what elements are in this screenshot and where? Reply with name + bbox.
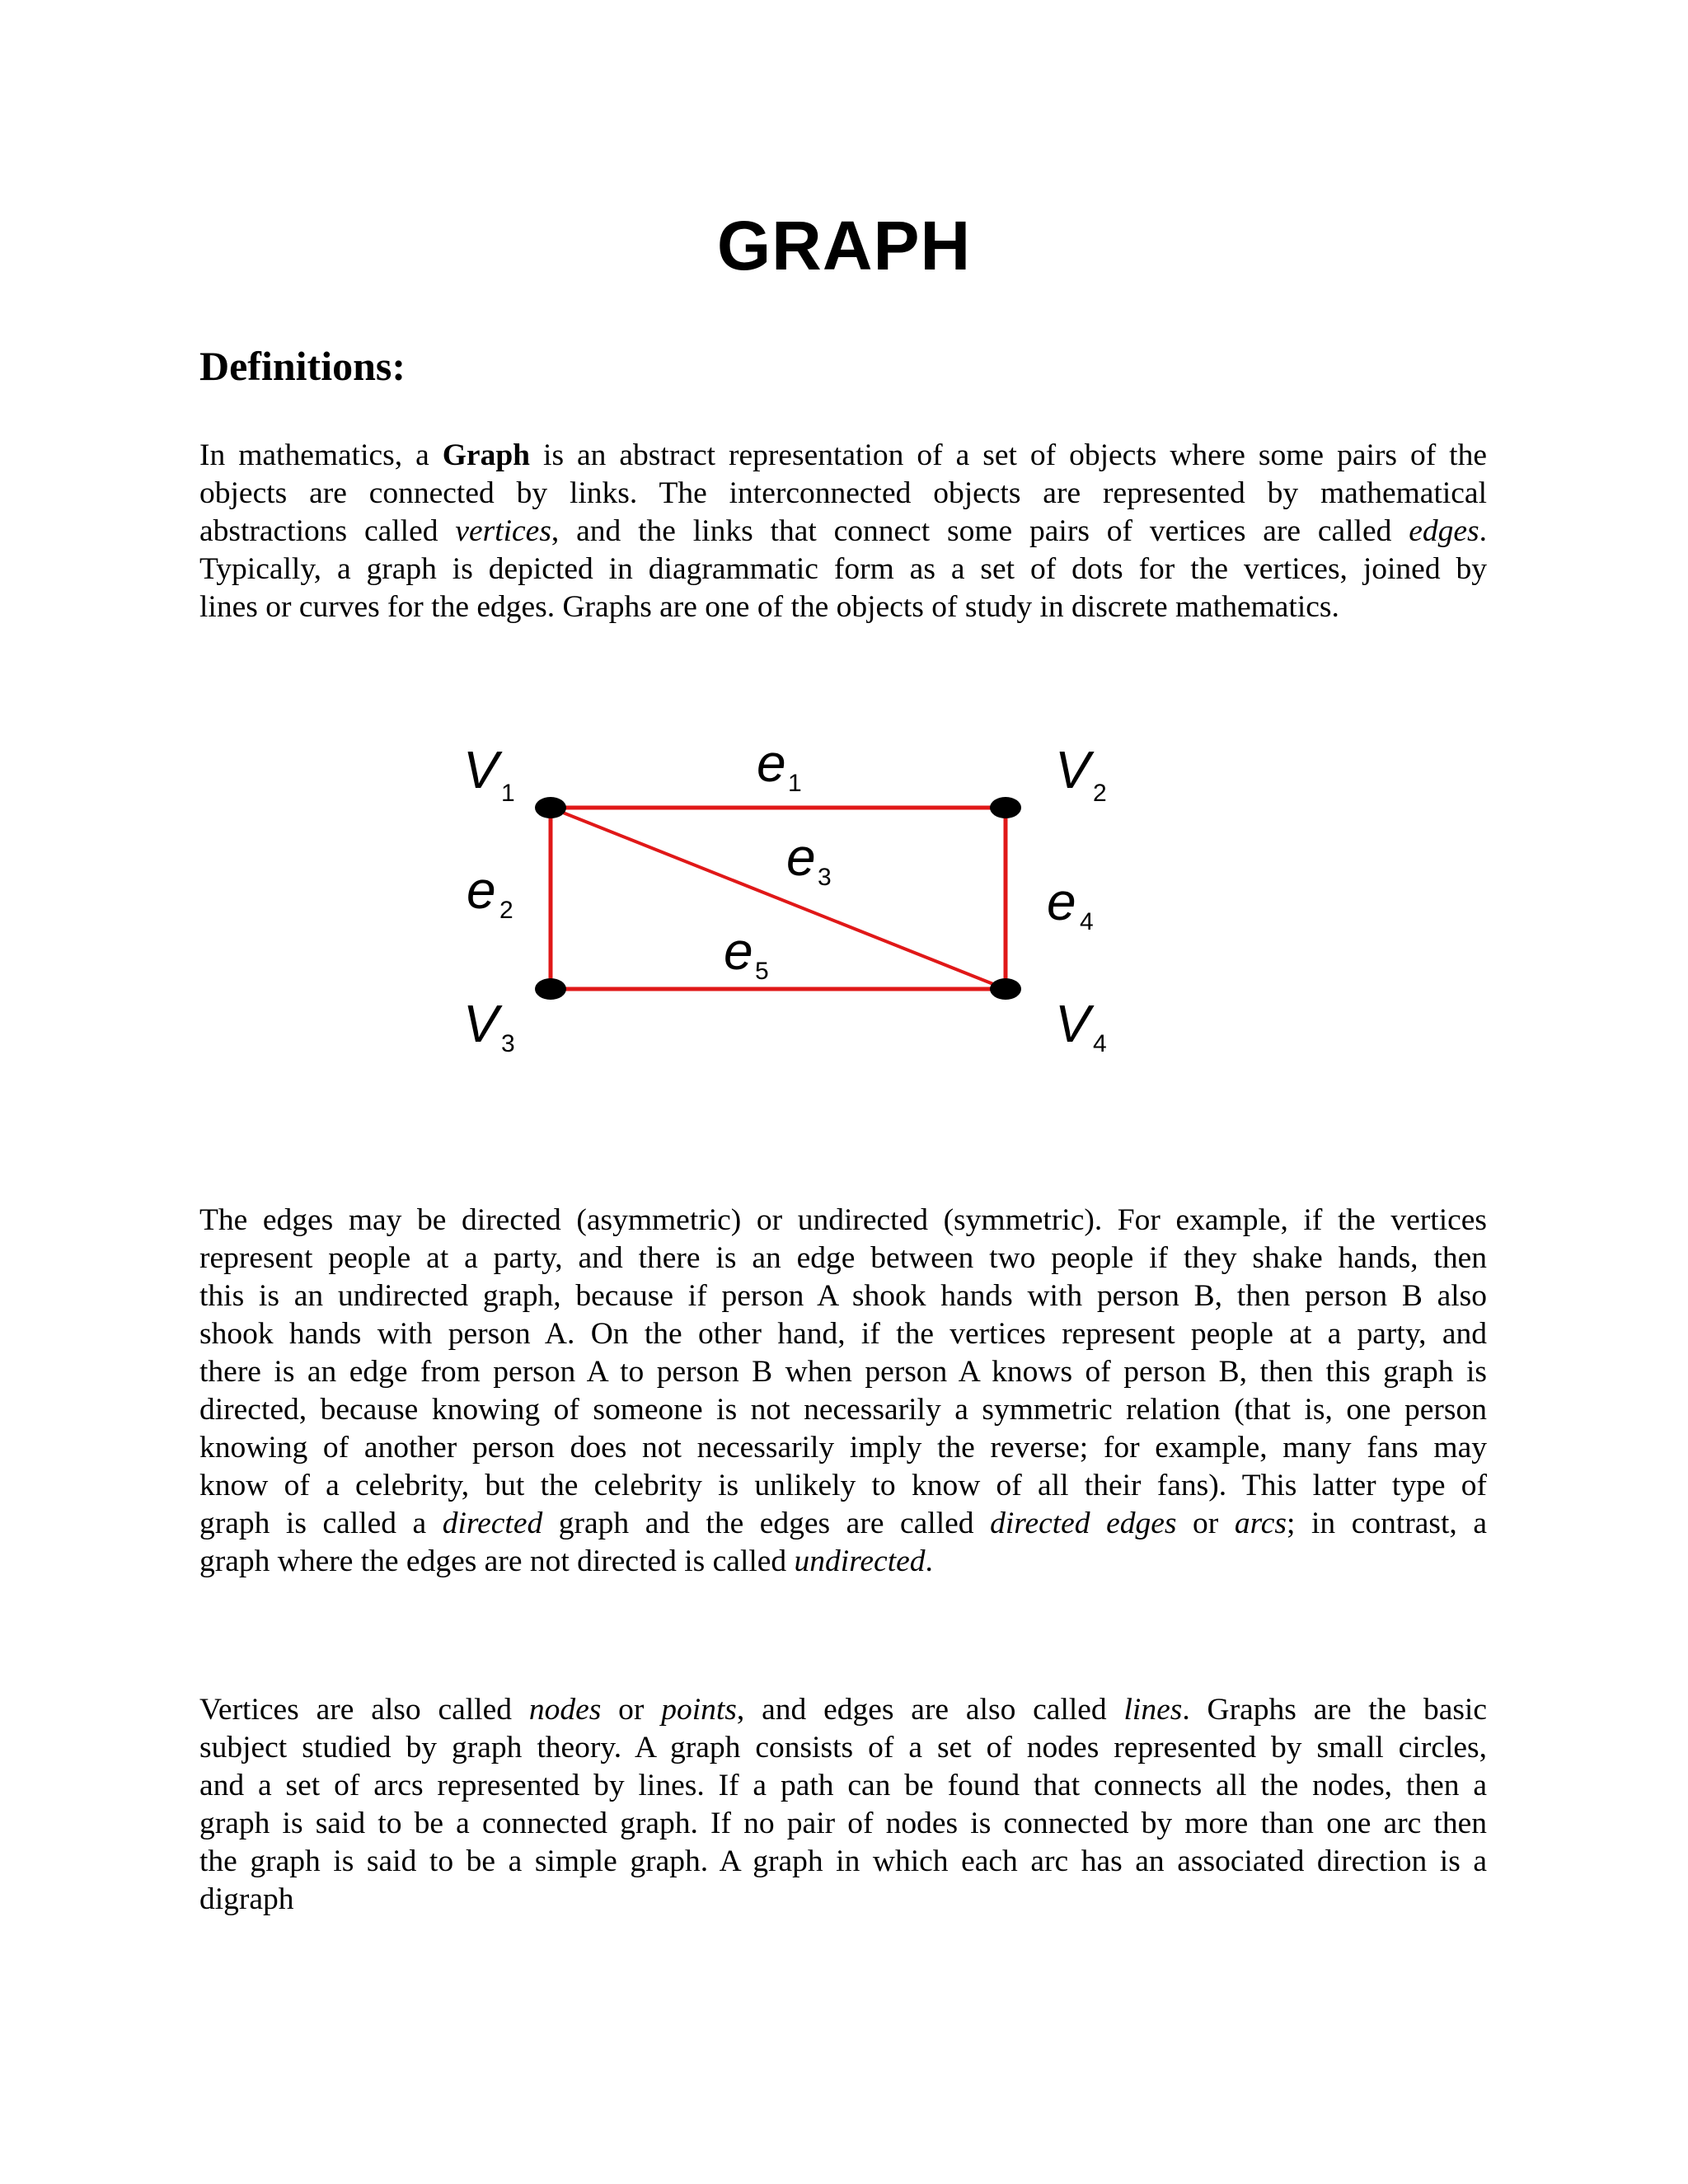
text-run: , and edges are also called <box>736 1693 1124 1727</box>
text-run: . Graphs are the basic <box>1182 1693 1487 1727</box>
text-line: there is an edge from person A to person B when person A knows of person B, then this graph is <box>199 1355 1487 1389</box>
text-line: lines or curves for the edges. Graphs are one of the objects of study in discrete mathematics. <box>199 590 1339 624</box>
text-run: In mathematics, a <box>199 438 443 472</box>
edge-e3 <box>551 808 1006 989</box>
paragraph-nodes-and-arcs <box>199 1691 1487 1919</box>
vertex-v3-dot <box>535 978 566 1000</box>
text-line: graph is said to be a connected graph. If no pair of nodes is connected by more than one arc then <box>199 1807 1487 1840</box>
edge-e5-label: e <box>724 921 753 981</box>
edge-e1-subscript: 1 <box>788 770 802 797</box>
text-line: shook hands with person A. On the other hand, if the vertices represent people at a party, and <box>199 1317 1487 1351</box>
italic-term-edges: edges <box>1409 514 1479 548</box>
vertex-v4-subscript: 4 <box>1093 1030 1107 1057</box>
graph-diagram <box>445 725 1129 1071</box>
text-line: represent people at a party, and there is an edge between two people if they shake hands, then <box>199 1241 1487 1275</box>
bold-term-graph: Graph <box>442 438 531 472</box>
edge-e3-subscript: 3 <box>818 864 832 891</box>
text-run: Vertices are also called <box>199 1693 529 1727</box>
vertex-v1-subscript: 1 <box>501 780 515 807</box>
text-line: this is an undirected graph, because if person A shook hands with person B, then person B also <box>199 1279 1487 1313</box>
edge-e4-subscript: 4 <box>1080 908 1094 935</box>
text-run: is an abstract representation of a set of objects where some pairs of the <box>530 438 1487 472</box>
vertex-v2-label: V <box>1055 740 1090 799</box>
text-run: , and the links that connect some pairs of vertices are called <box>551 514 1409 548</box>
text-line: and a set of arcs represented by lines. If a path can be found that connects all the nodes, then a <box>199 1769 1487 1802</box>
paragraph-directed-undirected <box>199 1202 1487 1581</box>
graph-diagram-svg <box>445 725 1129 1071</box>
text-line <box>199 1691 1487 1729</box>
vertex-v2-subscript: 2 <box>1093 780 1107 807</box>
italic-term-nodes: nodes <box>528 1693 602 1727</box>
text-line: knowing of another person does not necessarily imply the reverse; for example, many fans may <box>199 1431 1487 1465</box>
text-run: graph is called a <box>199 1507 443 1540</box>
text-line: Typically, a graph is depicted in diagrammatic form as a set of dots for the vertices, joined by <box>199 552 1487 586</box>
text-run: ; in contrast, a <box>1287 1507 1487 1540</box>
italic-term-undirected: undirected <box>794 1544 926 1578</box>
vertex-v1-label: V <box>463 740 499 799</box>
text-line: know of a celebrity, but the celebrity is unlikely to know of all their fans). This latter type of <box>199 1469 1487 1502</box>
italic-term-points: points <box>661 1693 737 1727</box>
italic-term-arcs: arcs <box>1234 1507 1287 1540</box>
text-line: The edges may be directed (asymmetric) or undirected (symmetric). For example, if the vertices <box>199 1203 1487 1237</box>
edge-e3-label: e <box>786 827 816 887</box>
page-title: GRAPH <box>716 207 972 284</box>
text-line: directed, because knowing of someone is not necessarily a symmetric relation (that is, one person <box>199 1393 1487 1427</box>
vertex-v2-dot <box>990 797 1021 818</box>
vertex-v1-dot <box>535 797 566 818</box>
paragraph-graph-definition <box>199 437 1487 626</box>
text-line: subject studied by graph theory. A graph consists of a set of nodes represented by small circles, <box>199 1731 1487 1765</box>
text-run: graph and the edges are called <box>542 1507 991 1540</box>
italic-term-lines: lines <box>1123 1693 1183 1727</box>
edge-e2-label: e <box>467 860 496 920</box>
text-line <box>199 437 1487 475</box>
section-heading-definitions: Definitions: <box>199 343 406 389</box>
edge-e5-subscript: 5 <box>755 958 769 985</box>
text-run: graph where the edges are not directed is called <box>199 1544 795 1578</box>
text-line: digraph <box>199 1882 294 1916</box>
italic-term-vertices: vertices <box>455 514 551 548</box>
text-run: or <box>601 1693 662 1727</box>
italic-term-directed-edges: directed edges <box>990 1507 1177 1540</box>
text-run: . <box>1479 514 1487 548</box>
edge-e4-label: e <box>1047 872 1076 931</box>
vertex-v3-label: V <box>463 994 499 1053</box>
vertex-v3-subscript: 3 <box>501 1030 515 1057</box>
vertex-v4-dot <box>990 978 1021 1000</box>
text-line <box>199 1505 1487 1543</box>
text-run: abstractions called <box>199 514 456 548</box>
text-line <box>199 1543 1487 1581</box>
text-line: the graph is said to be a simple graph. A graph in which each arc has an associated direction is a <box>199 1844 1487 1878</box>
edge-e2-subscript: 2 <box>499 897 513 924</box>
italic-term-directed: directed <box>442 1507 543 1540</box>
edge-e1-label: e <box>757 733 786 793</box>
vertex-v4-label: V <box>1055 994 1090 1053</box>
text-line <box>199 513 1487 551</box>
text-run: . <box>925 1544 933 1578</box>
text-run: or <box>1176 1507 1235 1540</box>
text-line: objects are connected by links. The interconnected objects are represented by mathematical <box>199 476 1487 510</box>
